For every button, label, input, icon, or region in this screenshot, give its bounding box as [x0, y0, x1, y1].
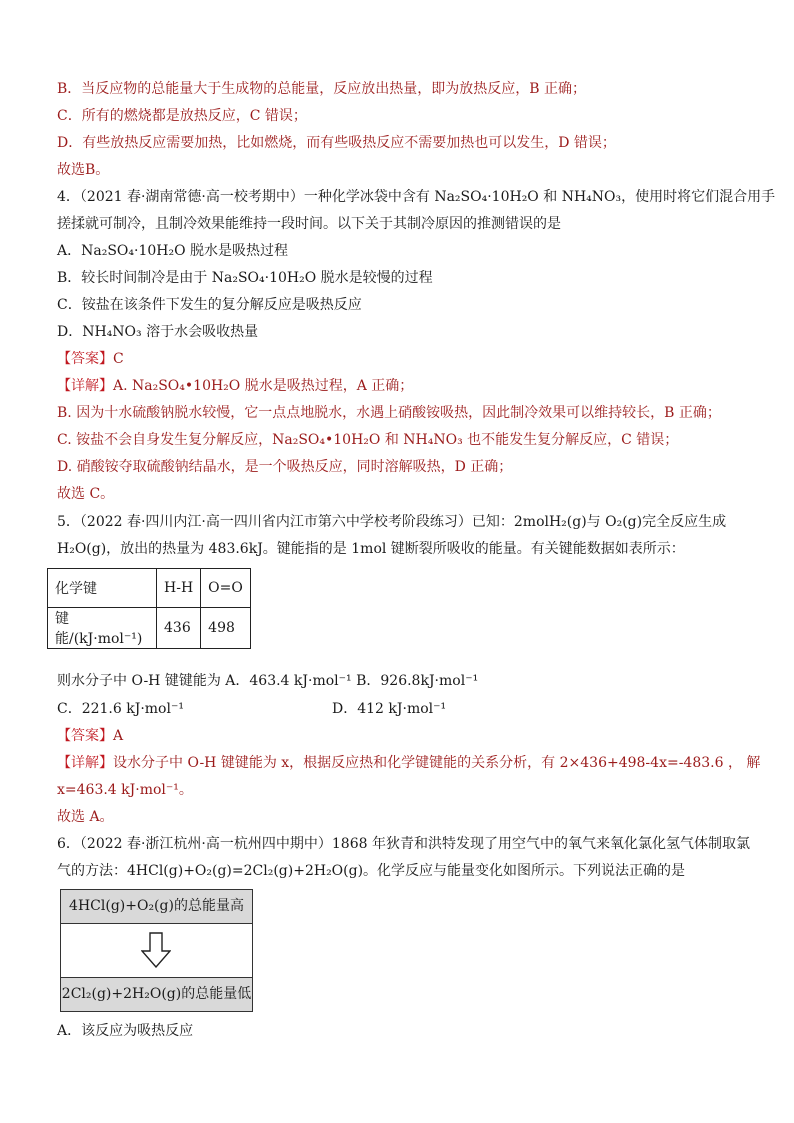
table-header-cell: H-H: [157, 569, 201, 608]
question-stem: 4．（2021 春·湖南常德·高一校考期中）一种化学冰袋中含有 Na₂SO₄·10H₂O 和 NH₄NO₃，使用时将它们混合用手: [57, 189, 776, 205]
option-d-explanation: D．有些放热反应需要加热，比如燃烧，而有些吸热反应不需要加热也可以发生，D 错误；: [57, 135, 616, 151]
answer-value: A: [113, 728, 124, 744]
high-energy-label: 4HCl(g)+O₂(g)的总能量高: [61, 890, 252, 924]
table-cell: 436: [157, 608, 201, 649]
answer-tag: 【答案】: [57, 351, 113, 367]
question-stem: 6．（2022 春·浙江杭州·高一杭州四中期中）1868 年狄青和洪特发现了用空气中的氧气来氧化氯化氢气体制取氯: [57, 836, 750, 852]
detail-text: A. Na₂SO₄•10H₂O 脱水是吸热过程，A 正确；: [113, 378, 414, 394]
detail-line-4: D. 硝酸铵夺取硫酸钠结晶水，是一个吸热反应，同时溶解吸热，D 正确；: [57, 459, 513, 475]
detail-text: 设水分子中 O-H 键键能为 x，根据反应热和化学键键能的关系分析，有 2×436+498-4x=-483.6 ， 解: [113, 755, 761, 771]
option-a: A．该反应为吸热反应: [57, 1023, 194, 1039]
option-c-explanation: C．所有的燃烧都是放热反应，C 错误；: [57, 108, 307, 124]
low-energy-label: 2Cl₂(g)+2H₂O(g)的总能量低: [61, 977, 252, 1011]
down-arrow-icon: [141, 932, 171, 968]
answer-line: [57, 727, 123, 745]
conclusion: 故选B。: [57, 162, 110, 178]
detail-line-2: x=463.4 kJ·mol⁻¹。: [57, 782, 193, 798]
detail-conclusion: 故选 C。: [57, 486, 115, 502]
table-cell: 键能/(kJ·mol⁻¹): [48, 608, 157, 649]
table-row: [48, 608, 251, 649]
table-header-cell: 化学键: [48, 569, 157, 608]
option-a: A．Na₂SO₄·10H₂O 脱水是吸热过程: [57, 243, 289, 259]
option-c: C．221.6 kJ·mol⁻¹: [57, 701, 184, 717]
table-cell: 498: [201, 608, 251, 649]
option-c: C．铵盐在该条件下发生的复分解反应是吸热反应: [57, 297, 362, 313]
question-stem-cont: 搓揉就可制冷，且制冷效果能维持一段时间。以下关于其制冷原因的推测错误的是: [57, 216, 561, 232]
detail-line-1: [57, 377, 413, 395]
energy-diagram: [60, 889, 253, 1012]
option-d: D．NH₄NO₃ 溶于水会吸收热量: [57, 324, 259, 340]
detail-line-3: C. 铵盐不会自身发生复分解反应，Na₂SO₄•10H₂O 和 NH₄NO₃ 也不能发生复分解反应，C 错误；: [57, 432, 679, 448]
question-stem-cont: 气的方法：4HCl(g)+O₂(g)=2Cl₂(g)+2H₂O(g)。化学反应与能量变化如图所示。下列说法正确的是: [57, 863, 686, 879]
detail-line-1: [57, 754, 760, 772]
option-d: D．412 kJ·mol⁻¹: [332, 701, 447, 717]
option-b: B．较长时间制冷是由于 Na₂SO₄·10H₂O 脱水是较慢的过程: [57, 270, 433, 286]
question-stem-cont: H₂O(g)，放出的热量为 483.6kJ。键能指的是 1mol 键断裂所吸收的能量。有关键能数据如表所示：: [57, 541, 685, 557]
answer-tag: 【答案】: [57, 728, 113, 744]
bond-energy-table: [47, 568, 251, 649]
answer-line: [57, 350, 124, 368]
option-b-explanation: B．当反应物的总能量大于生成物的总能量，反应放出热量，即为放热反应，B 正确；: [57, 81, 587, 97]
table-header-cell: O=O: [201, 569, 251, 608]
detail-conclusion: 故选 A。: [57, 809, 114, 825]
answer-value: C: [113, 351, 124, 367]
question-stem: 5．（2022 春·四川内江·高一四川省内江市第六中学校考阶段练习）已知：2molH₂(g)与 O₂(g)完全反应生成: [57, 514, 727, 530]
detail-tag: 【详解】: [57, 378, 113, 394]
question-prompt-with-options: 则水分子中 O-H 键键能为 A．463.4 kJ·mol⁻¹ B．926.8kJ·mol⁻¹: [57, 673, 479, 689]
detail-tag: 【详解】: [57, 755, 113, 771]
table-row: [48, 569, 251, 608]
detail-line-2: B. 因为十水硫酸钠脱水较慢，它一点点地脱水，水遇上硝酸铵吸热，因此制冷效果可以维持较长，B 正确；: [57, 405, 721, 421]
